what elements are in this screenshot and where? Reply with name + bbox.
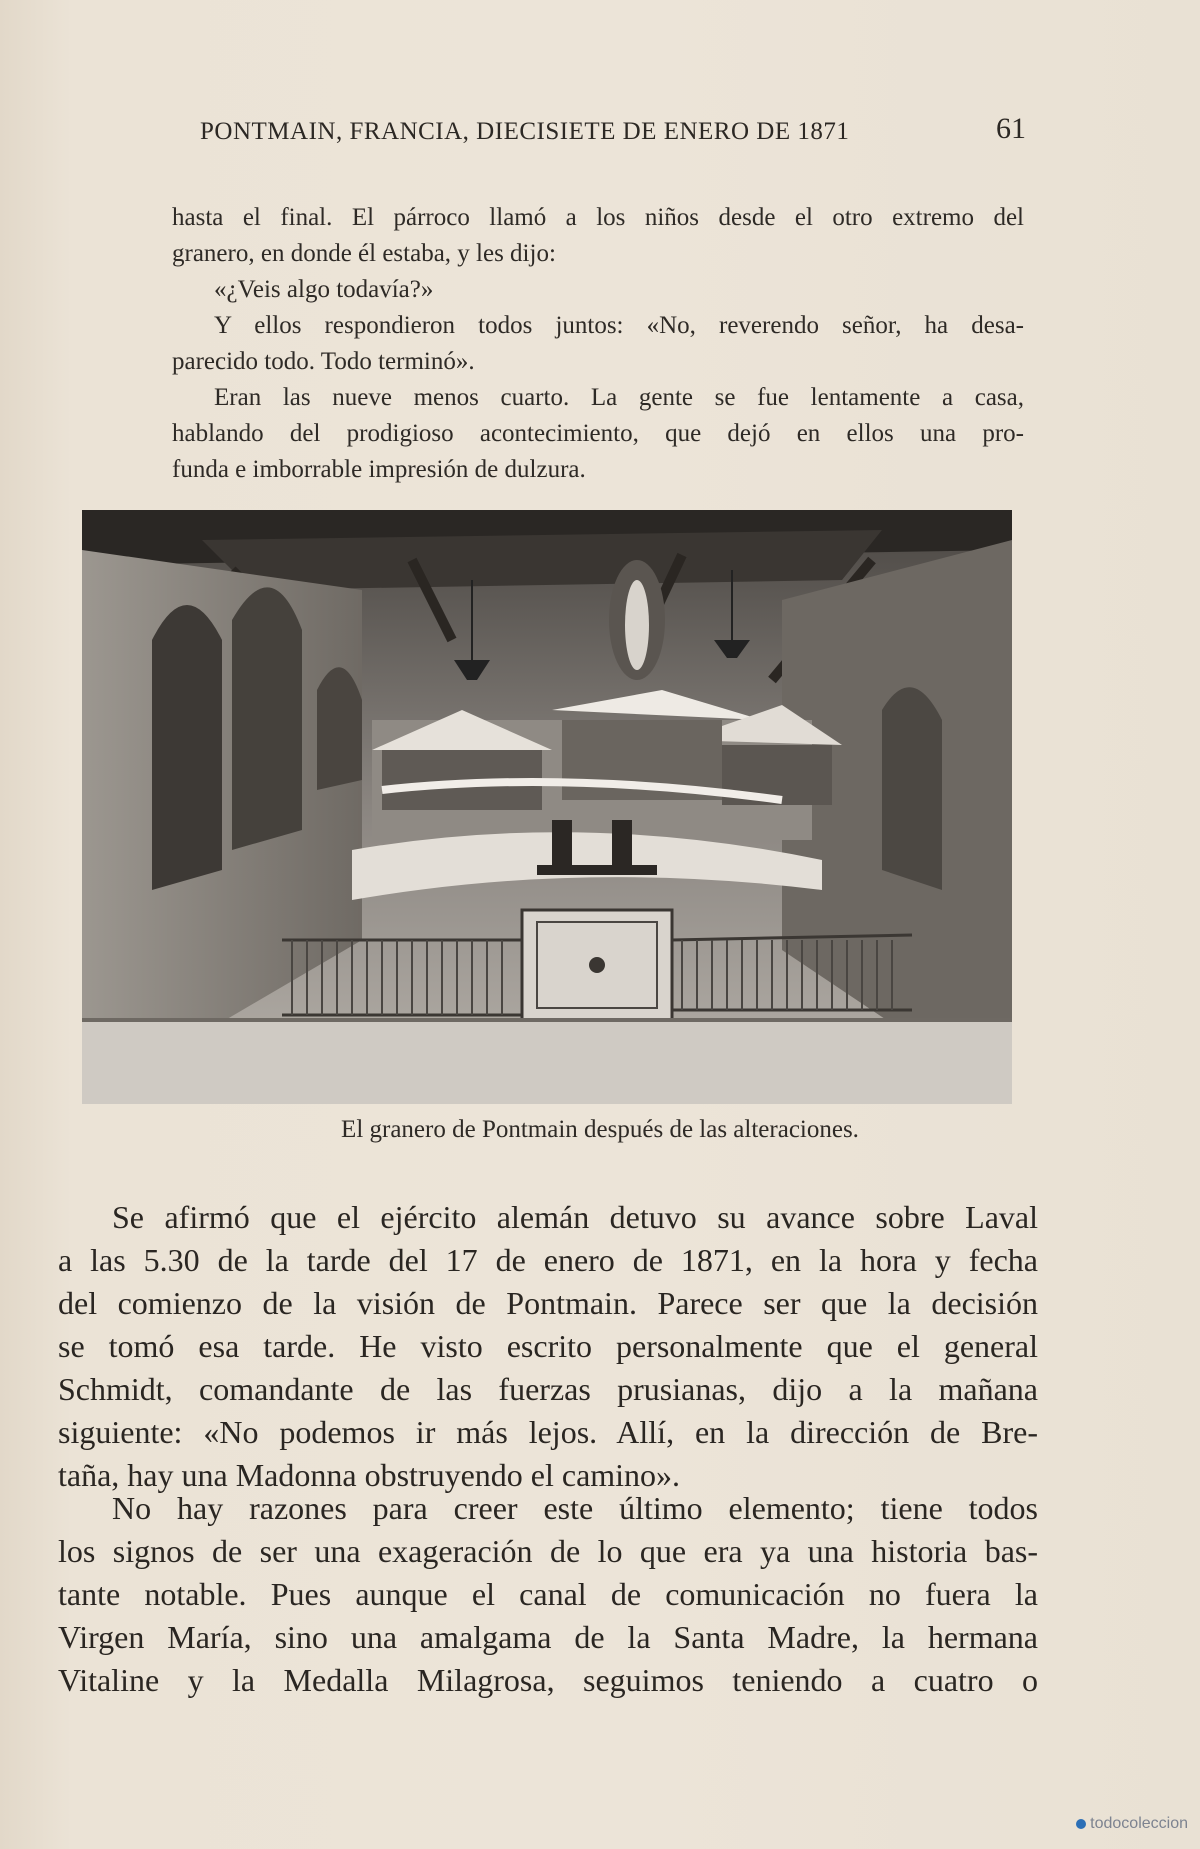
text-line: hablando del prodigioso acontecimiento, que dejó en ellos una pro- xyxy=(172,420,1024,447)
top-text-block xyxy=(172,200,1024,488)
text-line: Virgen María, sino una amalgama de la Santa Madre, la hermana xyxy=(58,1619,1038,1655)
barn-interior-illustration xyxy=(82,510,1012,1104)
running-head: PONTMAIN, FRANCIA, DIECISIETE DE ENERO DE 1871 xyxy=(200,118,850,145)
text-line: «¿Veis algo todavía?» xyxy=(214,276,434,303)
figure-caption: El granero de Pontmain después de las alteraciones. xyxy=(341,1116,859,1143)
text-line: granero, en donde él estaba, y les dijo: xyxy=(172,240,556,267)
text-line: taña, hay una Madonna obstruyendo el camino». xyxy=(58,1457,681,1493)
text-line: Y ellos respondieron todos juntos: «No, reverendo señor, ha desa- xyxy=(214,312,1024,339)
barn-interior-photo xyxy=(82,510,1012,1104)
text-line: Schmidt, comandante de las fuerzas prusianas, dijo a la mañana xyxy=(58,1371,1038,1407)
text-line: No hay razones para creer este último elemento; tiene todos xyxy=(112,1490,1038,1526)
text-line: hasta el final. El párroco llamó a los niños desde el otro extremo del xyxy=(172,204,1024,231)
text-line: del comienzo de la visión de Pontmain. Parece ser que la decisión xyxy=(58,1285,1038,1321)
text-line: parecido todo. Todo terminó». xyxy=(172,348,475,375)
body-paragraph-2 xyxy=(58,1487,1038,1702)
text-line: siguiente: «No podemos ir más lejos. Allí, en la dirección de Bre- xyxy=(58,1414,1038,1450)
watermark xyxy=(1076,1815,1188,1833)
text-line: se tomó esa tarde. He visto escrito personalmente que el general xyxy=(58,1328,1038,1364)
text-line: los signos de ser una exageración de lo que era ya una historia bas- xyxy=(58,1533,1038,1569)
watermark-logo-icon xyxy=(1076,1819,1086,1829)
text-line: Eran las nueve menos cuarto. La gente se fue lentamente a casa, xyxy=(214,384,1024,411)
watermark-text: todocoleccion xyxy=(1090,1815,1188,1832)
text-line: tante notable. Pues aunque el canal de comunicación no fuera la xyxy=(58,1576,1038,1612)
page-number: 61 xyxy=(996,112,1026,145)
text-line: a las 5.30 de la tarde del 17 de enero de 1871, en la hora y fecha xyxy=(58,1242,1038,1278)
text-line: Vitaline y la Medalla Milagrosa, seguimos teniendo a cuatro o xyxy=(58,1662,1038,1698)
body-paragraph-1 xyxy=(58,1196,1038,1497)
text-line: funda e imborrable impresión de dulzura. xyxy=(172,456,586,483)
text-line: Se afirmó que el ejército alemán detuvo su avance sobre Laval xyxy=(112,1199,1038,1235)
